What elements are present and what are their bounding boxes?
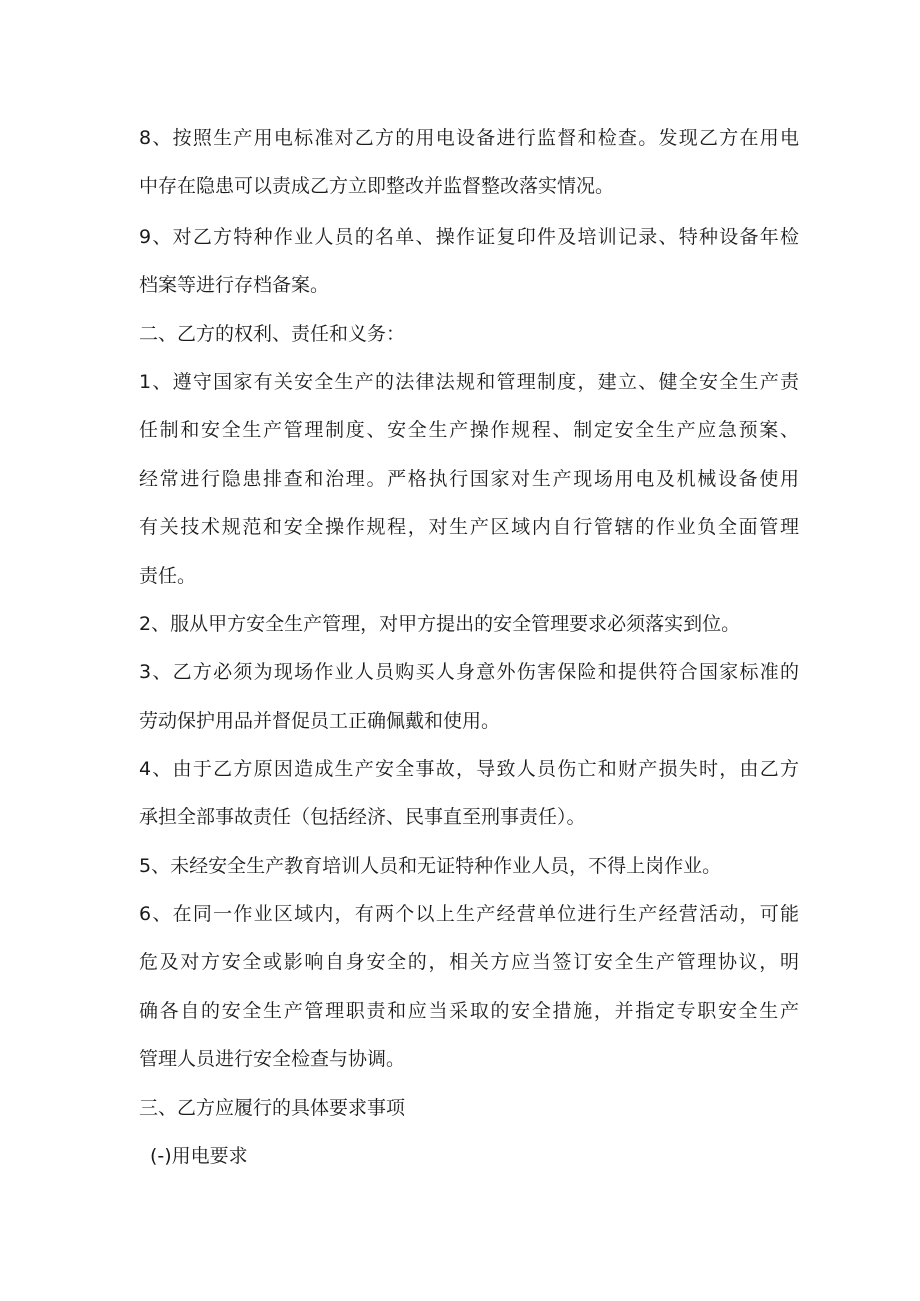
text-line: 6、在同一作业区域内，有两个以上生产经营单位进行生产经营活动，可能 [139,903,799,925]
text-line: 管理人员进行安全检查与协调。 [139,1048,406,1070]
text-line: 8、按照生产用电标准对乙方的用电设备进行监督和检查。发现乙方在用电 [139,127,799,149]
text-line: 5、未经安全生产教育培训人员和无证特种作业人员，不得上岗作业。 [139,855,722,877]
text-line: 4、由于乙方原因造成生产安全事故，导致人员伤亡和财产损失时，由乙方 [139,758,799,780]
subsection-heading: (-)用电要求 [150,1145,248,1167]
text-line: 有关技术规范和安全操作规程，对生产区域内自行管辖的作业负全面管理 [139,516,799,538]
text-line: 3、乙方必须为现场作业人员购买人身意外伤害保险和提供符合国家标准的 [139,661,799,683]
text-line: 2、服从甲方安全生产管理，对甲方提出的安全管理要求必须落实到位。 [139,613,741,635]
text-line: 责任。 [139,565,197,587]
text-line: 确各自的安全生产管理职责和应当采取的安全措施，并指定专职安全生产 [139,1000,799,1022]
text-line: 承担全部事故责任（包括经济、民事直至刑事责任）。 [139,806,586,828]
text-line: 1、遵守国家有关安全生产的法律法规和管理制度，建立、健全安全生产责 [139,371,799,393]
section-heading: 二、乙方的权利、责任和义务： [139,323,406,345]
text-line: 9、对乙方特种作业人员的名单、操作证复印件及培训记录、特种设备年检 [139,226,799,248]
text-line: 劳动保护用品并督促员工正确佩戴和使用。 [139,710,501,732]
section-heading: 三、乙方应履行的具体要求事项 [139,1097,406,1119]
text-line: 危及对方安全或影响自身安全的，相关方应当签订安全生产管理协议，明 [139,951,799,973]
text-line: 经常进行隐患排查和治理。严格执行国家对生产现场用电及机械设备使用 [139,468,799,490]
text-line: 中存在隐患可以责成乙方立即整改并监督整改落实情况。 [139,175,615,197]
text-line: 档案等进行存档备案。 [139,274,330,296]
text-line: 任制和安全生产管理制度、安全生产操作规程、制定安全生产应急预案、 [139,419,799,441]
